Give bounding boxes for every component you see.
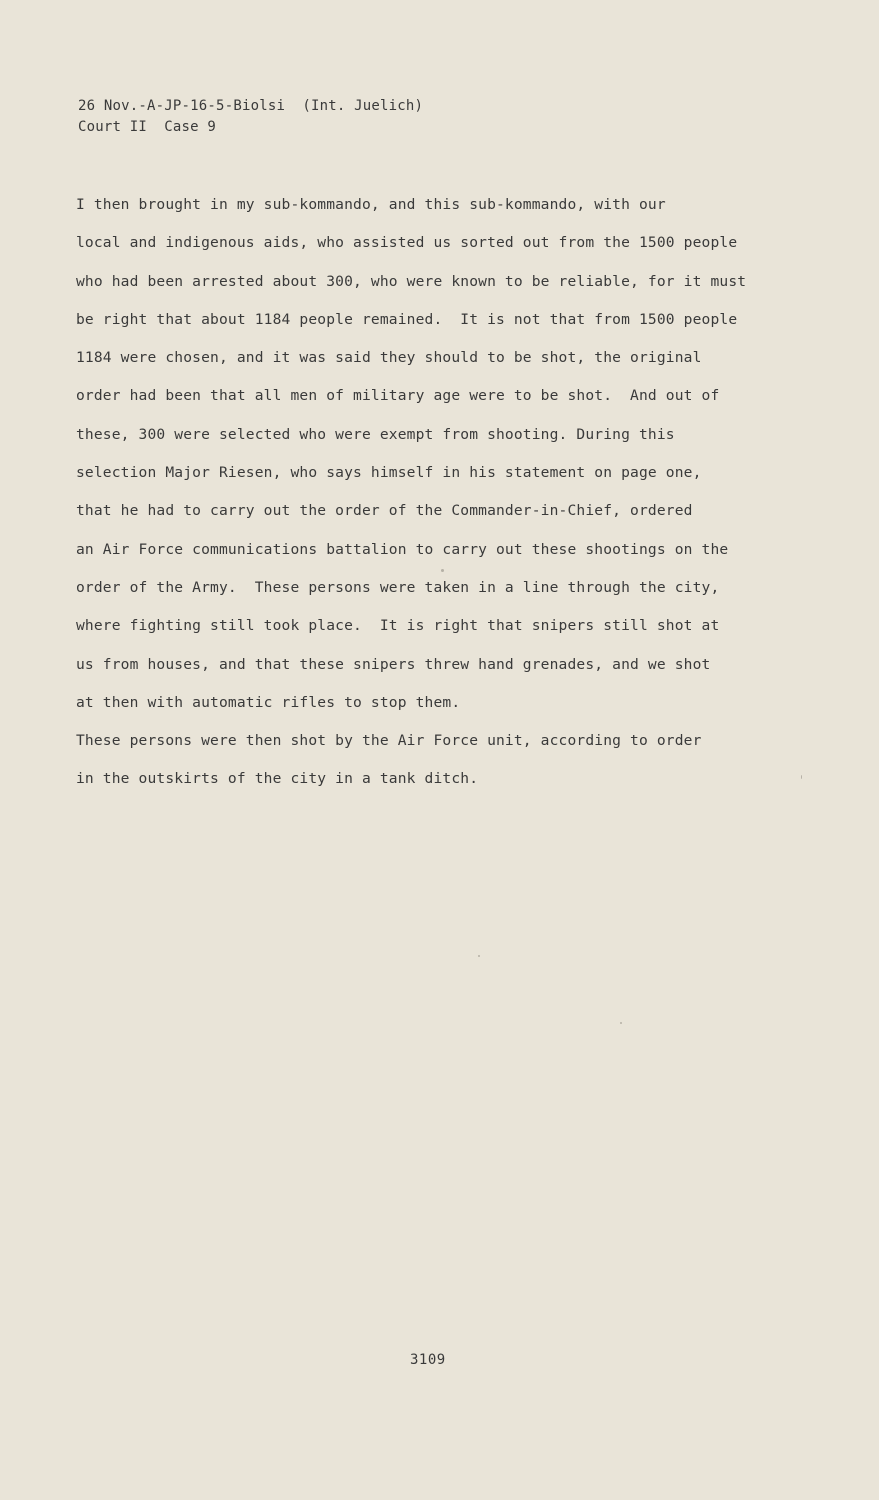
body-line: I then brought in my sub-kommando, and this sub-kommando, with our: [76, 196, 666, 213]
body-line: selection Major Riesen, who says himself in his statement on page one,: [76, 464, 702, 482]
header-reference-line: 26 Nov.-A-JP-16-5-Biolsi (Int. Juelich): [78, 98, 424, 114]
page-number: 3109: [410, 1352, 446, 1368]
paper-speck: [478, 955, 480, 957]
body-line: order of the Army. These persons were taken in a line through the city,: [76, 578, 720, 596]
body-line: where fighting still took place. It is right that snipers still shot at: [76, 617, 720, 635]
document-header: [78, 96, 423, 138]
body-line: in the outskirts of the city in a tank ditch.: [76, 770, 479, 788]
body-line: be right that about 1184 people remained. It is not that from 1500 people: [76, 310, 738, 328]
body-line: order had been that all men of military age were to be shot. And out of: [76, 387, 720, 405]
body-line: These persons were then shot by the Air Force unit, according to order: [76, 732, 702, 750]
paper-speck: [441, 569, 444, 572]
body-line: these, 300 were selected who were exempt from shooting. During this: [76, 425, 675, 443]
body-line: at then with automatic rifles to stop them.: [76, 693, 461, 711]
body-line: that he had to carry out the order of the Commander-in-Chief, ordered: [76, 502, 693, 520]
body-line: an Air Force communications battalion to carry out these shootings on the: [76, 540, 729, 558]
testimony-body: [76, 192, 816, 805]
body-line: local and indigenous aids, who assisted us sorted out from the 1500 people: [76, 234, 738, 252]
body-line: us from houses, and that these snipers threw hand grenades, and we shot: [76, 655, 711, 673]
body-line: 1184 were chosen, and it was said they should to be shot, the original: [76, 349, 702, 367]
paper-speck: [620, 1022, 622, 1024]
header-court-line: Court II Case 9: [78, 119, 217, 135]
paper-speck: [801, 775, 802, 779]
body-line: who had been arrested about 300, who were known to be reliable, for it must: [76, 272, 747, 290]
